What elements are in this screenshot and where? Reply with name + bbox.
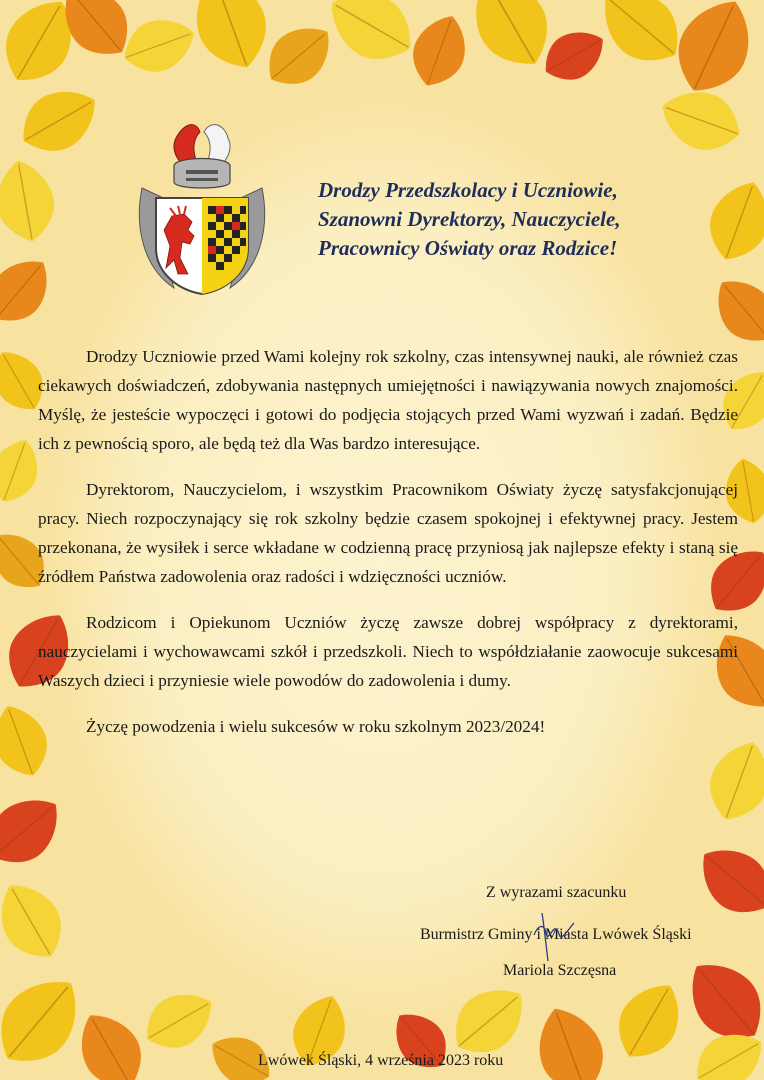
coat-of-arms-icon bbox=[134, 118, 270, 296]
paragraph-students: Drodzy Uczniowie przed Wami kolejny rok szkolny, czas intensywnej nauki, ale również czas ciekawych doświadczeń, zdobywania następnych umiejętności i nawiązywania nowych znajomości. Myślę, że jesteście wypoczęci i gotowi do podjęcia stojących przed Wami wyzwań i zadań. Będzie ich z pewnością sporo, ale będą też dla Was bardzo interesujące. bbox=[38, 347, 738, 453]
paragraph-wishes: Życzę powodzenia i wielu sukcesów w roku szkolnym 2023/2024! bbox=[86, 717, 546, 736]
paragraph-teachers: Dyrektorom, Nauczycielom, i wszystkim Pracownikom Oświaty życzę satysfakcjonującej pracy. Niech rozpoczynający się rok szkolny będzie czasem spokojnej i efektywnej pracy. Jestem przekonana, że wysiłek i serce wkładane w codzienną pracę przyniosą jak najlepsze efekty i staną się źródłem Państwa zadowolenia oraz radości i wdzięczności uczniów. bbox=[38, 480, 738, 586]
heading-line-3: Pracownicy Oświaty oraz Rodzice! bbox=[318, 236, 618, 260]
greeting-heading bbox=[318, 176, 738, 263]
place-and-date: Lwówek Śląski, 4 września 2023 roku bbox=[258, 1052, 504, 1069]
letter-body bbox=[38, 342, 738, 758]
signature-closing: Z wyrazami szacunku bbox=[486, 884, 627, 901]
paragraph-parents: Rodzicom i Opiekunom Uczniów życzę zawsze dobrej współpracy z dyrektorami, nauczycielami i wychowawcami szkół i przedszkoli. Niech to współdziałanie zaowocuje sukcesami Waszych dzieci i przyniesie wiele powodów do zadowolenia i dumy. bbox=[38, 613, 738, 690]
handwritten-signature bbox=[528, 905, 578, 965]
heading-line-1: Drodzy Przedszkolacy i Uczniowie, bbox=[318, 178, 618, 202]
signature-title: Burmistrz Gminy i Miasta Lwówek Śląski bbox=[420, 926, 692, 943]
heading-line-2: Szanowni Dyrektorzy, Nauczyciele, bbox=[318, 207, 621, 231]
signature-name: Mariola Szczęsna bbox=[503, 962, 617, 979]
